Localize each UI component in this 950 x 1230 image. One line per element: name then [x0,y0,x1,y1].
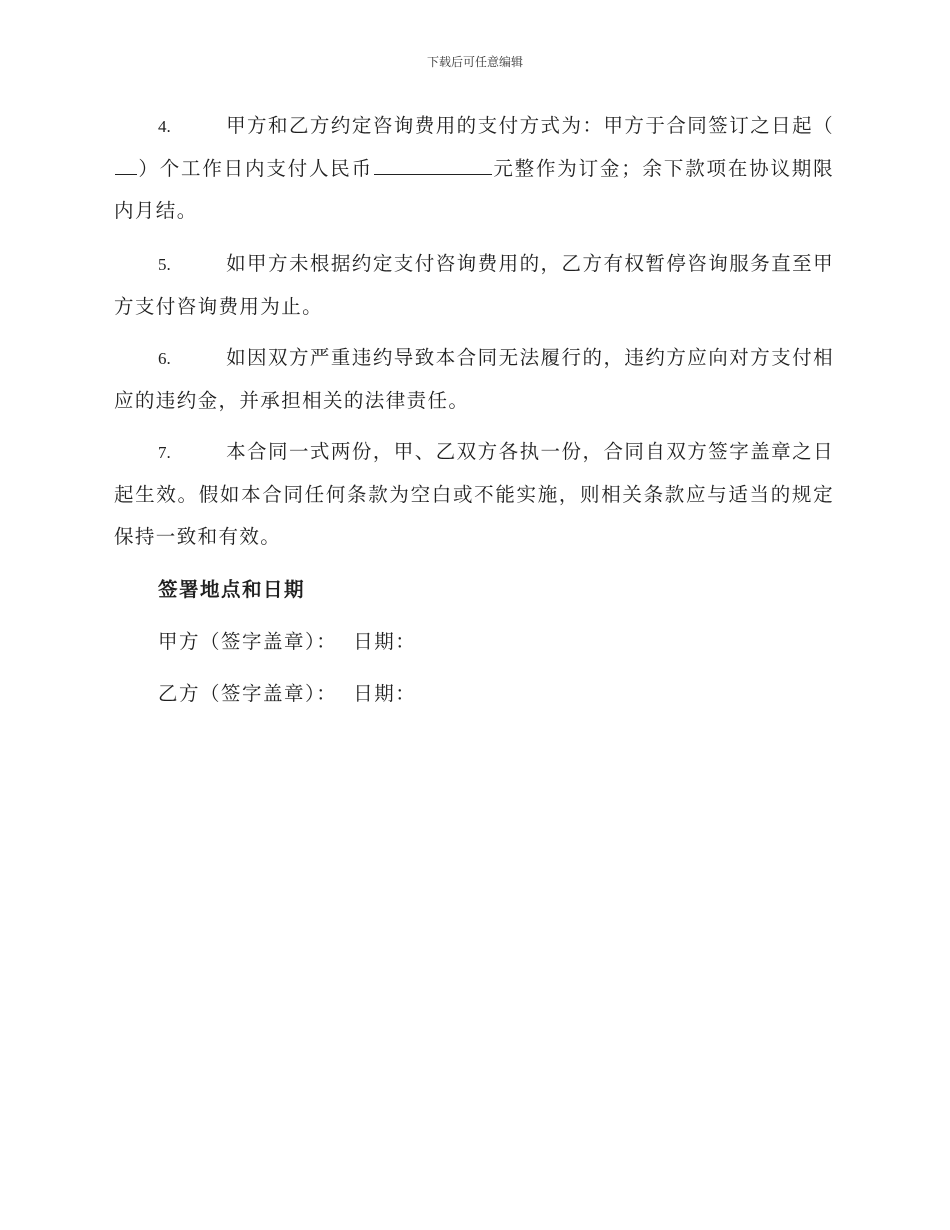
clause-text: 元整作为订金；余下款项在协议期限内月结。 [114,157,835,222]
clause-number: 6. [158,349,171,368]
clause-6 [114,337,834,422]
clause-number: 5. [158,255,171,274]
clause-text: ）个工作日内支付人民币 [138,157,373,180]
party-a-label: 甲方（签字盖章）： [158,630,338,653]
clause-text: 如因双方严重违约导致本合同无法履行的，违约方应向对方支付相应的违约金，并承担相关的法律责任。 [114,346,834,412]
clause-text: 甲方和乙方约定咨询费用的支付方式为：甲方于合同签订之日起（ [226,114,834,137]
clause-5 [114,243,834,328]
clause-text: 本合同一式两份，甲、乙双方各执一份，合同自双方签字盖章之日起生效。假如本合同任何条款为空白或不能实施，则相关条款应与适当的规定保持一致和有效。 [114,440,834,548]
clause-4 [114,105,834,232]
days-blank [115,155,137,175]
signing-heading: 签署地点和日期 [158,578,306,601]
amount-blank [374,155,492,175]
party-a-signature-line [158,626,416,654]
page-header: 下载后可任意编辑 [426,55,523,69]
clause-7 [114,431,834,558]
party-b-label: 乙方（签字盖章）： [158,682,338,705]
clause-number: 7. [158,443,171,462]
date-label: 日期： [353,682,417,705]
clause-text: 如甲方未根据约定支付咨询费用的，乙方有权暂停咨询服务直至甲方支付咨询费用为止。 [114,252,834,318]
party-b-signature-line [158,678,416,706]
date-label: 日期： [353,630,417,653]
clause-number: 4. [158,117,171,136]
